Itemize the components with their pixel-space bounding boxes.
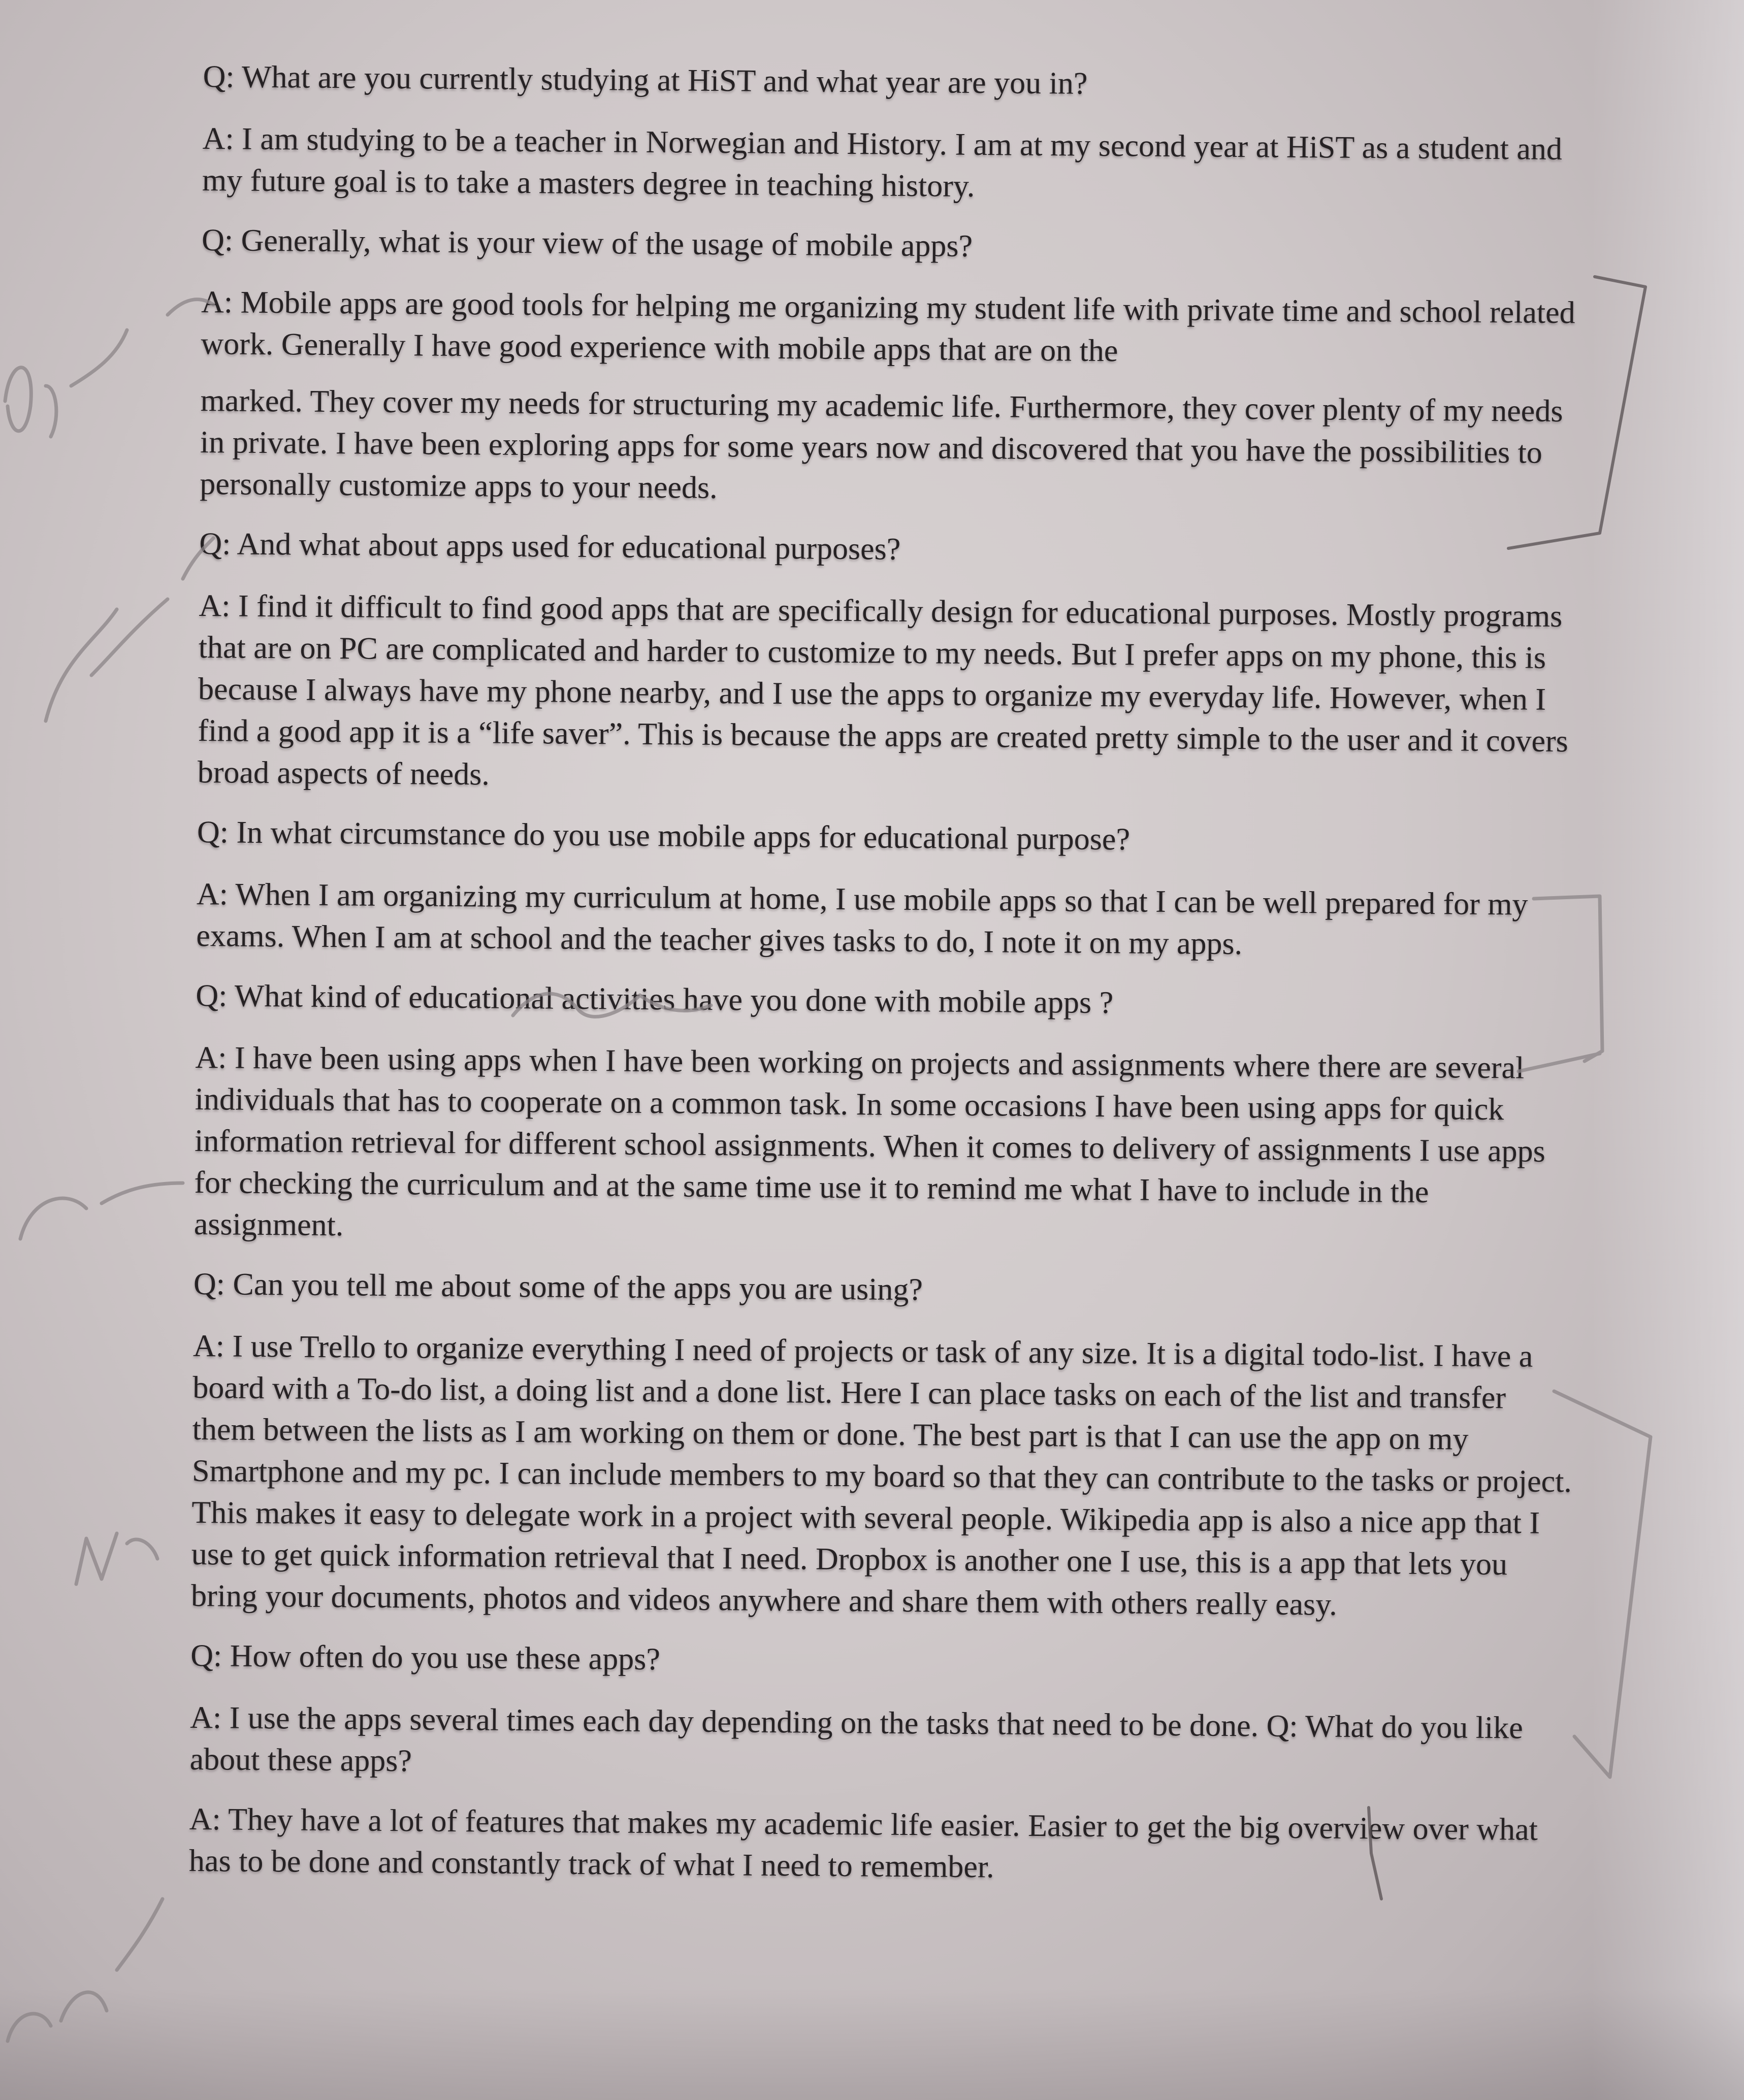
answer-6: A: I use Trello to organize everything I need of projects or task of any size. It is a digital todo-list. I have a board with a To-do list, a doing list and a done list. Here I can place tasks on each of the list and transfer them between the lists as I am working on them or done. The best part is that I can use the app on my Smartphone and my pc. I can include members to my board so that they can contribute to the tasks or project. This makes it easy to delegate work in a project with several people. Wikipedia app is also a nice app that I use to get quick information retrieval that I need. Dropbox is another one I use, this is a app that lets you bring your documents, photos and videos anywhere and share them with others really easy. [190, 1328, 1572, 1622]
answer-3: A: I find it difficult to find good apps that are specifically design for educational purposes. Mostly programs that are on PC are complicated and harder to customize to my needs. But I prefer apps on my phone, this is because I always have my phone nearby, and I use the apps to organize my everyday life. However, when I find a good app it is a “life saver”. This is because the apps are created pretty simple to the user and it covers broad aspects of needs. [197, 588, 1569, 792]
margin-bracket-1 [1508, 277, 1645, 548]
margin-note-scribble-4 [76, 1533, 157, 1584]
margin-note-scribble-3 [20, 1183, 183, 1239]
answer-5: A: I have been using apps when I have been working on projects and assignments where there are several individuals that has to cooperate on a common task. In some occasions I have been using apps for quick information retrieval for different school assignments. When it comes to delivery of assignments I use apps for checking the curriculum and at the same time use it to remind me what I have to include in the assignment. [193, 1040, 1546, 1243]
margin-note-scribble-6 [168, 300, 213, 315]
margin-note-scribble-5 [8, 1899, 163, 2041]
margin-note-scribble-1 [5, 330, 127, 437]
answer-4: A: When I am organizing my curriculum at home, I use mobile apps so that I can be well prepared for my exams. When I am at school and the teacher gives tasks to do, I note it on my apps. [196, 876, 1528, 962]
answer-8: A: They have a lot of features that makes my academic life easier. Easier to get the big overview over what has to be done and constantly track of what I need to remember. [188, 1801, 1538, 1885]
margin-note-scribble-2 [46, 538, 213, 721]
question-1: Q: What are you currently studying at HiST and what year are you in? [203, 59, 1088, 101]
question-5: Q: What kind of educational activities have you done with mobile apps ? [196, 978, 1114, 1021]
question-2: Q: Generally, what is your view of the usage of mobile apps? [201, 222, 973, 264]
answer-1: A: I am studying to be a teacher in Norwegian and History. I am at my second year at HiST as a student and my future goal is to take a masters degree in teaching history. [202, 121, 1563, 204]
answer-2-part-2: marked. They cover my needs for structuring my academic life. Furthermore, they cover plenty of my needs in private. I have been exploring apps for some years now and discovered that you have the possibilities to personally customize apps to your needs. [200, 383, 1563, 505]
answer-7: A: I use the apps several times each day depending on the tasks that need to be done. Q: What do you like about these apps? [189, 1700, 1524, 1779]
margin-bracket-3 [1554, 1391, 1651, 1777]
answer-2-part-1: A: Mobile apps are good tools for helping me organizing my student life with private time and school related work. Generally I have good experience with mobile apps that are on the [201, 284, 1575, 369]
insertion-mark [1369, 1808, 1381, 1899]
margin-bracket-2 [1519, 896, 1602, 1071]
text-note-scribble [513, 994, 711, 1016]
question-6: Q: Can you tell me about some of the apps you are using? [193, 1266, 923, 1307]
question-3: Q: And what about apps used for educational purposes? [199, 526, 901, 567]
question-4: Q: In what circumstance do you use mobile apps for educational purpose? [197, 814, 1131, 857]
question-7: Q: How often do you use these apps? [190, 1638, 661, 1677]
